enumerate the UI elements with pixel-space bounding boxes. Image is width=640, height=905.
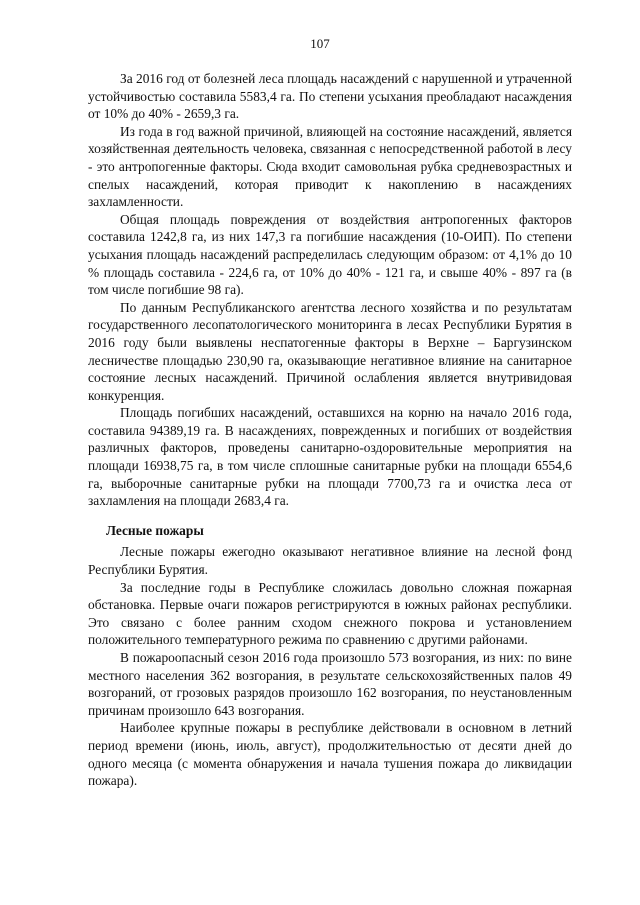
paragraph: Наиболее крупные пожары в республике действовали в основном в летний период времени (июнь, июль, август), продолжительностью от десяти дней до одного месяца (с момента обнаружения и начала тушения пожара до ликвидации пожара). xyxy=(88,720,572,789)
paragraph: Общая площадь повреждения от воздействия антропогенных факторов составила 1242,8 га, из них 147,3 га погибшие насаждения (10-ОИП). По степени усыхания площадь насаждений распределилась следующим образом: от 4,1% до 10 % площадь составила - 224,6 га, от 10% до 40% - 121 га, и свыше 40% - 897 га (в том числе погибшие 98 га). xyxy=(88,211,572,298)
paragraph: В пожароопасный сезон 2016 года произошло 573 возгорания, из них: по вине местного населения 362 возгорания, в результате сельскохозяйственных палов 49 возгораний, от грозовых разрядов произошло 162 возгорания, по неустановленным причинам произошло 643 возгорания. xyxy=(88,650,572,718)
paragraph: Лесные пожары ежегодно оказывают негативное влияние на лесной фонд Республики Бурятия. xyxy=(88,544,572,578)
section-heading: Лесные пожары xyxy=(106,522,204,538)
paragraph: Площадь погибших насаждений, оставшихся на корню на начало 2016 года, составила 94389,19 га. В насаждениях, поврежденных и погибших от воздействия различных факторов, проведены санитарно-оздоровительные мероприятия на площади 16938,75 га, в том числе сплошные санитарные рубки на площади 6554,6 га, выборочные санитарные рубки на площади 7700,73 га и очистка леса от захламления на площади 2683,4 га. xyxy=(88,405,572,509)
paragraph: По данным Республиканского агентства лесного хозяйства и по результатам государственного лесопатологического мониторинга в лесах Республики Бурятия в 2016 году были выявлены неспатогенные факторы в Верхне – Баргузинском лесничестве площадью 230,90 га, оказывающие негативное влияние на санитарное состояние лесных насаждений. Причиной ослабления является внутривидовая конкуренция. xyxy=(88,299,572,403)
page-content xyxy=(88,70,572,790)
paragraph: Из года в год важной причиной, влияющей на состояние насаждений, является хозяйственная деятельность человека, связанная с непосредственной работой в лесу - это антропогенные факторы. Сюда входит самовольная рубка средневозрастных и спелых насаждений, которая приводит к накоплению в насаждениях захламленности. xyxy=(88,123,572,210)
paragraph: За 2016 год от болезней леса площадь насаждений с нарушенной и утраченной устойчивостью составила 5583,4 га. По степени усыхания преобладают насаждения от 10% до 40% - 2659,3 га. xyxy=(88,71,572,122)
page-number: 107 xyxy=(310,36,330,51)
paragraph: За последние годы в Республике сложилась довольно сложная пожарная обстановка. Первые очаги пожаров регистрируются в южных районах республики. Это связано с более ранним сходом снежного покрова и установлением положительного температурного режима по сравнению с другими районами. xyxy=(88,579,572,648)
